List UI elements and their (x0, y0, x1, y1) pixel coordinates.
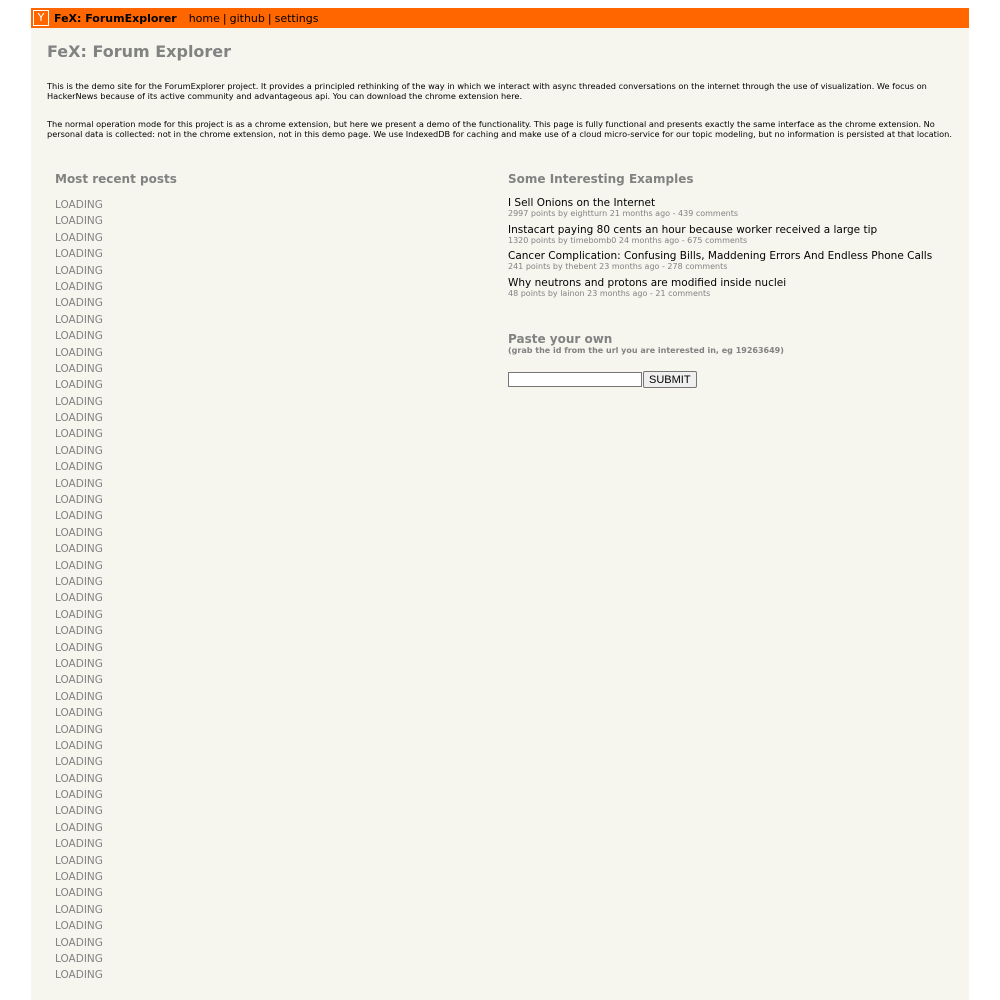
privacy-paragraph: The normal operation mode for this project is as a chrome extension, but here we present a demo of the functionality. This page is fully functional and presents exactly the same interface as the chrome extension. No personal data is collected: not in the chrome extension, not in this demo page. We use IndexedDB for caching and make use of a cloud micro-service for our topic modeling, but no information is persisted at that location. (47, 119, 952, 139)
recent-post-item: LOADING (55, 871, 103, 884)
recent-post-item: LOADING (55, 608, 103, 621)
recent-post-item: LOADING (55, 330, 103, 343)
recent-post-item: LOADING (55, 346, 103, 359)
recent-post-item: LOADING (55, 592, 103, 605)
example-title-link[interactable]: Why neutrons and protons are modified inside nuclei (508, 276, 787, 289)
nav-home-link[interactable]: home (188, 11, 220, 25)
example-title-link[interactable]: Instacart paying 80 cents an hour because worker received a large tip (508, 223, 878, 236)
example-title-link[interactable]: I Sell Onions on the Internet (508, 197, 656, 209)
recent-post-item: LOADING (55, 313, 103, 326)
recent-post-item: LOADING (55, 674, 103, 687)
recent-post-item: LOADING (55, 575, 103, 588)
recent-post-item: LOADING (55, 526, 103, 539)
recent-post-item: LOADING (55, 428, 103, 441)
example-title-link[interactable]: Cancer Complication: Confusing Bills, Maddening Errors And Endless Phone Calls (508, 250, 933, 262)
nav-settings-link[interactable]: settings (274, 11, 319, 25)
recent-posts-title: Most recent posts (55, 172, 177, 186)
recent-post-item: LOADING (55, 215, 103, 228)
recent-post-item: LOADING (55, 412, 103, 425)
recent-post-item: LOADING (55, 297, 103, 310)
recent-post-item: LOADING (55, 444, 103, 457)
nav-separator: | (267, 11, 272, 25)
examples-title: Some Interesting Examples (508, 172, 694, 186)
recent-post-item: LOADING (55, 543, 103, 556)
example-meta: 2997 points by eightturn 21 months ago - 439 comments (508, 209, 739, 218)
recent-post-item: LOADING (55, 969, 103, 982)
recent-posts-list (55, 197, 103, 984)
paste-hint: (grab the id from the url you are interested in, eg 19263649) (508, 346, 784, 355)
example-meta: 1320 points by timebomb0 24 months ago - 675 comments (508, 235, 748, 245)
example-item (508, 197, 958, 224)
recent-post-item: LOADING (55, 887, 103, 900)
example-item (508, 250, 958, 277)
submit-button[interactable]: SUBMIT (643, 371, 697, 388)
recent-post-item: LOADING (55, 789, 103, 802)
example-meta: 241 points by thebent 23 months ago - 278 comments (508, 262, 728, 271)
story-id-input[interactable] (508, 372, 642, 387)
recent-post-item: LOADING (55, 707, 103, 720)
paste-form (508, 371, 697, 388)
recent-post-item: LOADING (55, 805, 103, 818)
intro-text: This is the demo site for the ForumExplorer project. It provides a principled rethinking of the way in which we interact with async threaded conversations on the internet through the use of visualization. We focus on HackerNews because of its active community and advantageous api. You can download the chrome extension (47, 81, 927, 101)
recent-post-item: LOADING (55, 199, 103, 211)
recent-post-item: LOADING (55, 657, 103, 670)
example-meta: 48 points by lainon 23 months ago - 21 comments (508, 288, 711, 298)
recent-post-item: LOADING (55, 756, 103, 769)
recent-post-item: LOADING (55, 510, 103, 523)
recent-post-item: LOADING (55, 362, 103, 375)
recent-post-item: LOADING (55, 248, 103, 261)
intro-text-end: . (519, 91, 523, 101)
examples-list (508, 197, 958, 303)
recent-post-item: LOADING (55, 690, 103, 703)
recent-post-item: LOADING (55, 920, 103, 933)
recent-post-item: LOADING (55, 903, 103, 916)
example-item (508, 277, 958, 304)
recent-post-item: LOADING (55, 264, 103, 277)
top-bar (31, 8, 969, 28)
recent-post-item: LOADING (55, 395, 103, 408)
y-logo-icon[interactable]: Y (33, 10, 49, 26)
recent-post-item: LOADING (55, 854, 103, 867)
intro-paragraph (47, 81, 957, 101)
recent-post-item: LOADING (55, 838, 103, 851)
recent-post-item: LOADING (55, 494, 103, 507)
recent-post-item: LOADING (55, 772, 103, 785)
recent-post-item: LOADING (55, 280, 103, 293)
recent-post-item: LOADING (55, 461, 103, 474)
page-container (31, 8, 969, 1000)
paste-title: Paste your own (508, 332, 613, 346)
recent-post-item: LOADING (55, 559, 103, 572)
recent-post-item: LOADING (55, 379, 103, 392)
nav-separator: | (222, 11, 227, 25)
nav-github-link[interactable]: github (229, 11, 265, 25)
recent-post-item: LOADING (55, 625, 103, 638)
brand-title[interactable]: FeX: ForumExplorer (54, 11, 177, 25)
chrome-extension-link[interactable]: here (500, 91, 520, 101)
recent-post-item: LOADING (55, 936, 103, 949)
page-title: FeX: Forum Explorer (47, 42, 232, 61)
recent-post-item: LOADING (55, 739, 103, 752)
recent-post-item: LOADING (55, 477, 103, 490)
recent-post-item: LOADING (55, 231, 103, 244)
example-item (508, 224, 958, 251)
recent-post-item: LOADING (55, 641, 103, 654)
recent-post-item: LOADING (55, 821, 103, 834)
top-nav (189, 12, 319, 25)
recent-post-item: LOADING (55, 952, 103, 965)
recent-post-item: LOADING (55, 723, 103, 736)
